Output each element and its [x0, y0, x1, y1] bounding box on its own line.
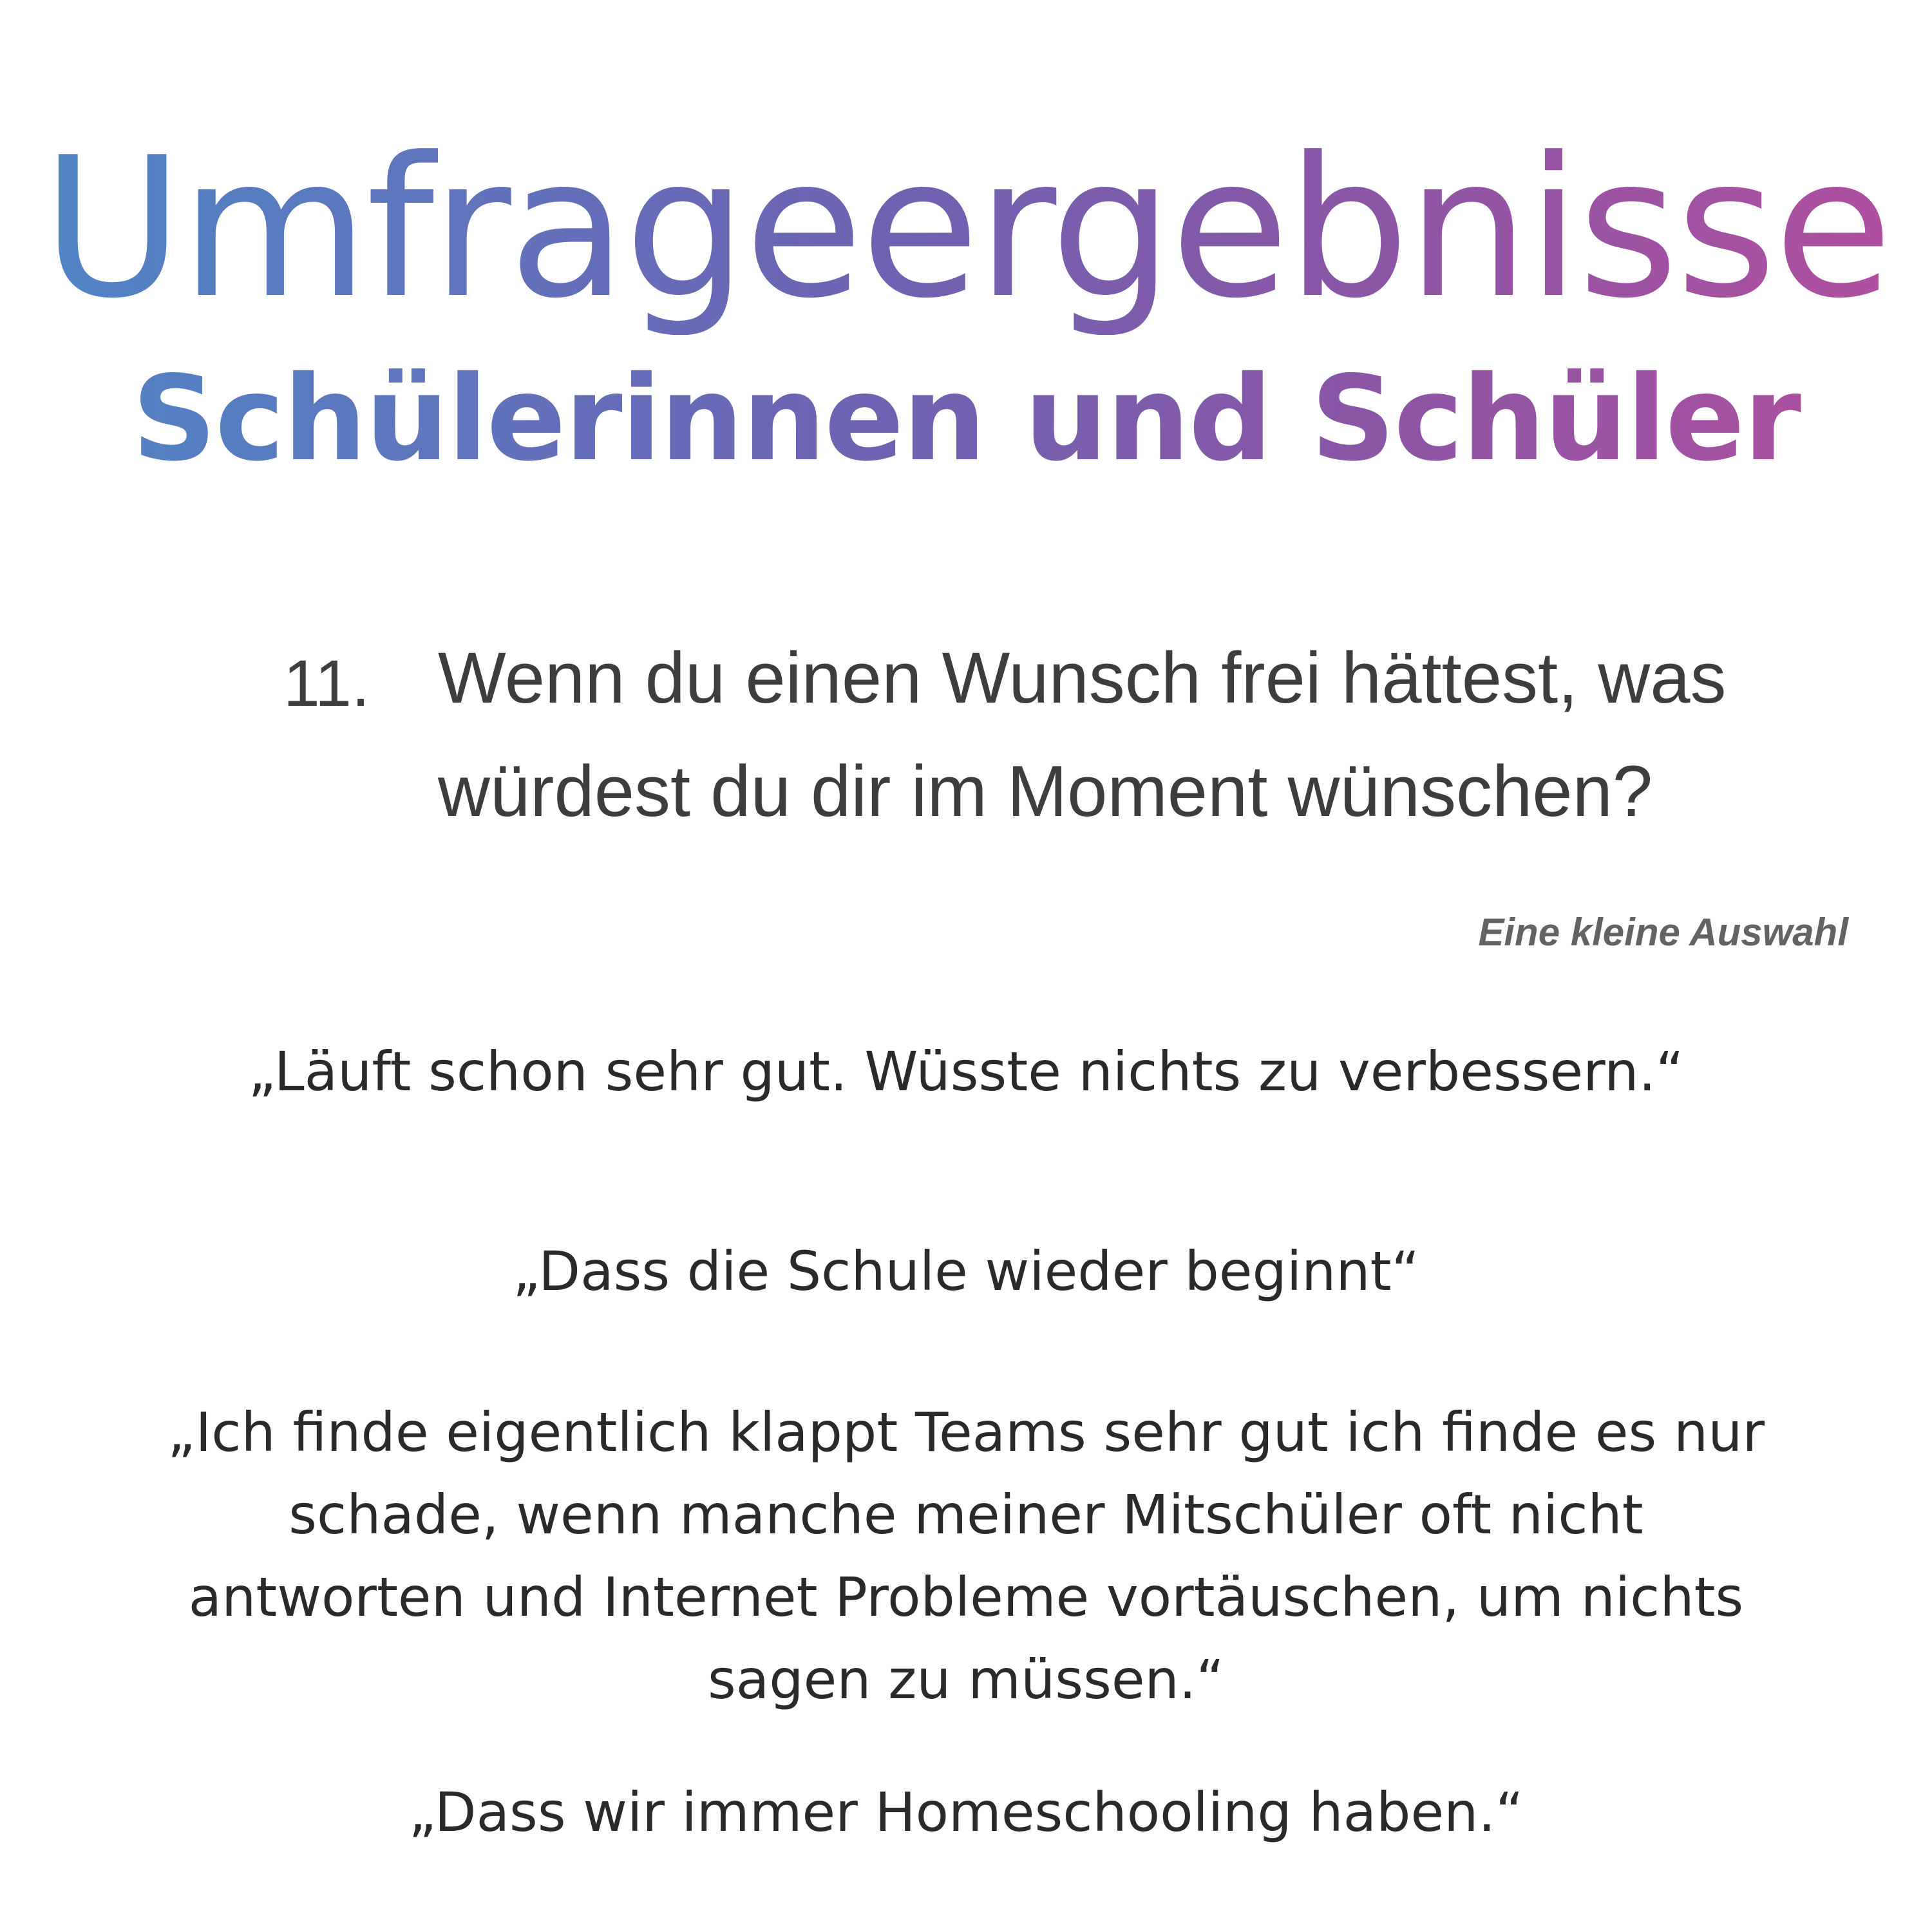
answer-quote: „Läuft schon sehr gut. Wüsste nichts zu verbessern.“ — [248, 1040, 1684, 1103]
selection-note: Eine kleine Auswahl — [1478, 911, 1848, 954]
question-text: Wenn du einen Wunsch frei hättest, was würdest du dir im Moment wünschen? — [438, 638, 1727, 831]
page-subtitle: Schülerinnen und Schüler — [0, 351, 1932, 486]
answer-quote: „Dass die Schule wieder beginnt“ — [512, 1240, 1420, 1303]
answer-quote: „Ich finde eigentlich klappt Teams sehr gut ich finde es nur schade, wenn manche meiner Mitschüler oft nicht antworten und Internet Probleme vortäuschen, um nichts sagen zu müssen.“ — [167, 1401, 1765, 1711]
answer-quote: „Dass wir immer Homeschooling haben.“ — [408, 1781, 1524, 1844]
question-number: 11. — [283, 647, 370, 720]
page-title: Umfrageergebnisse — [0, 122, 1932, 335]
